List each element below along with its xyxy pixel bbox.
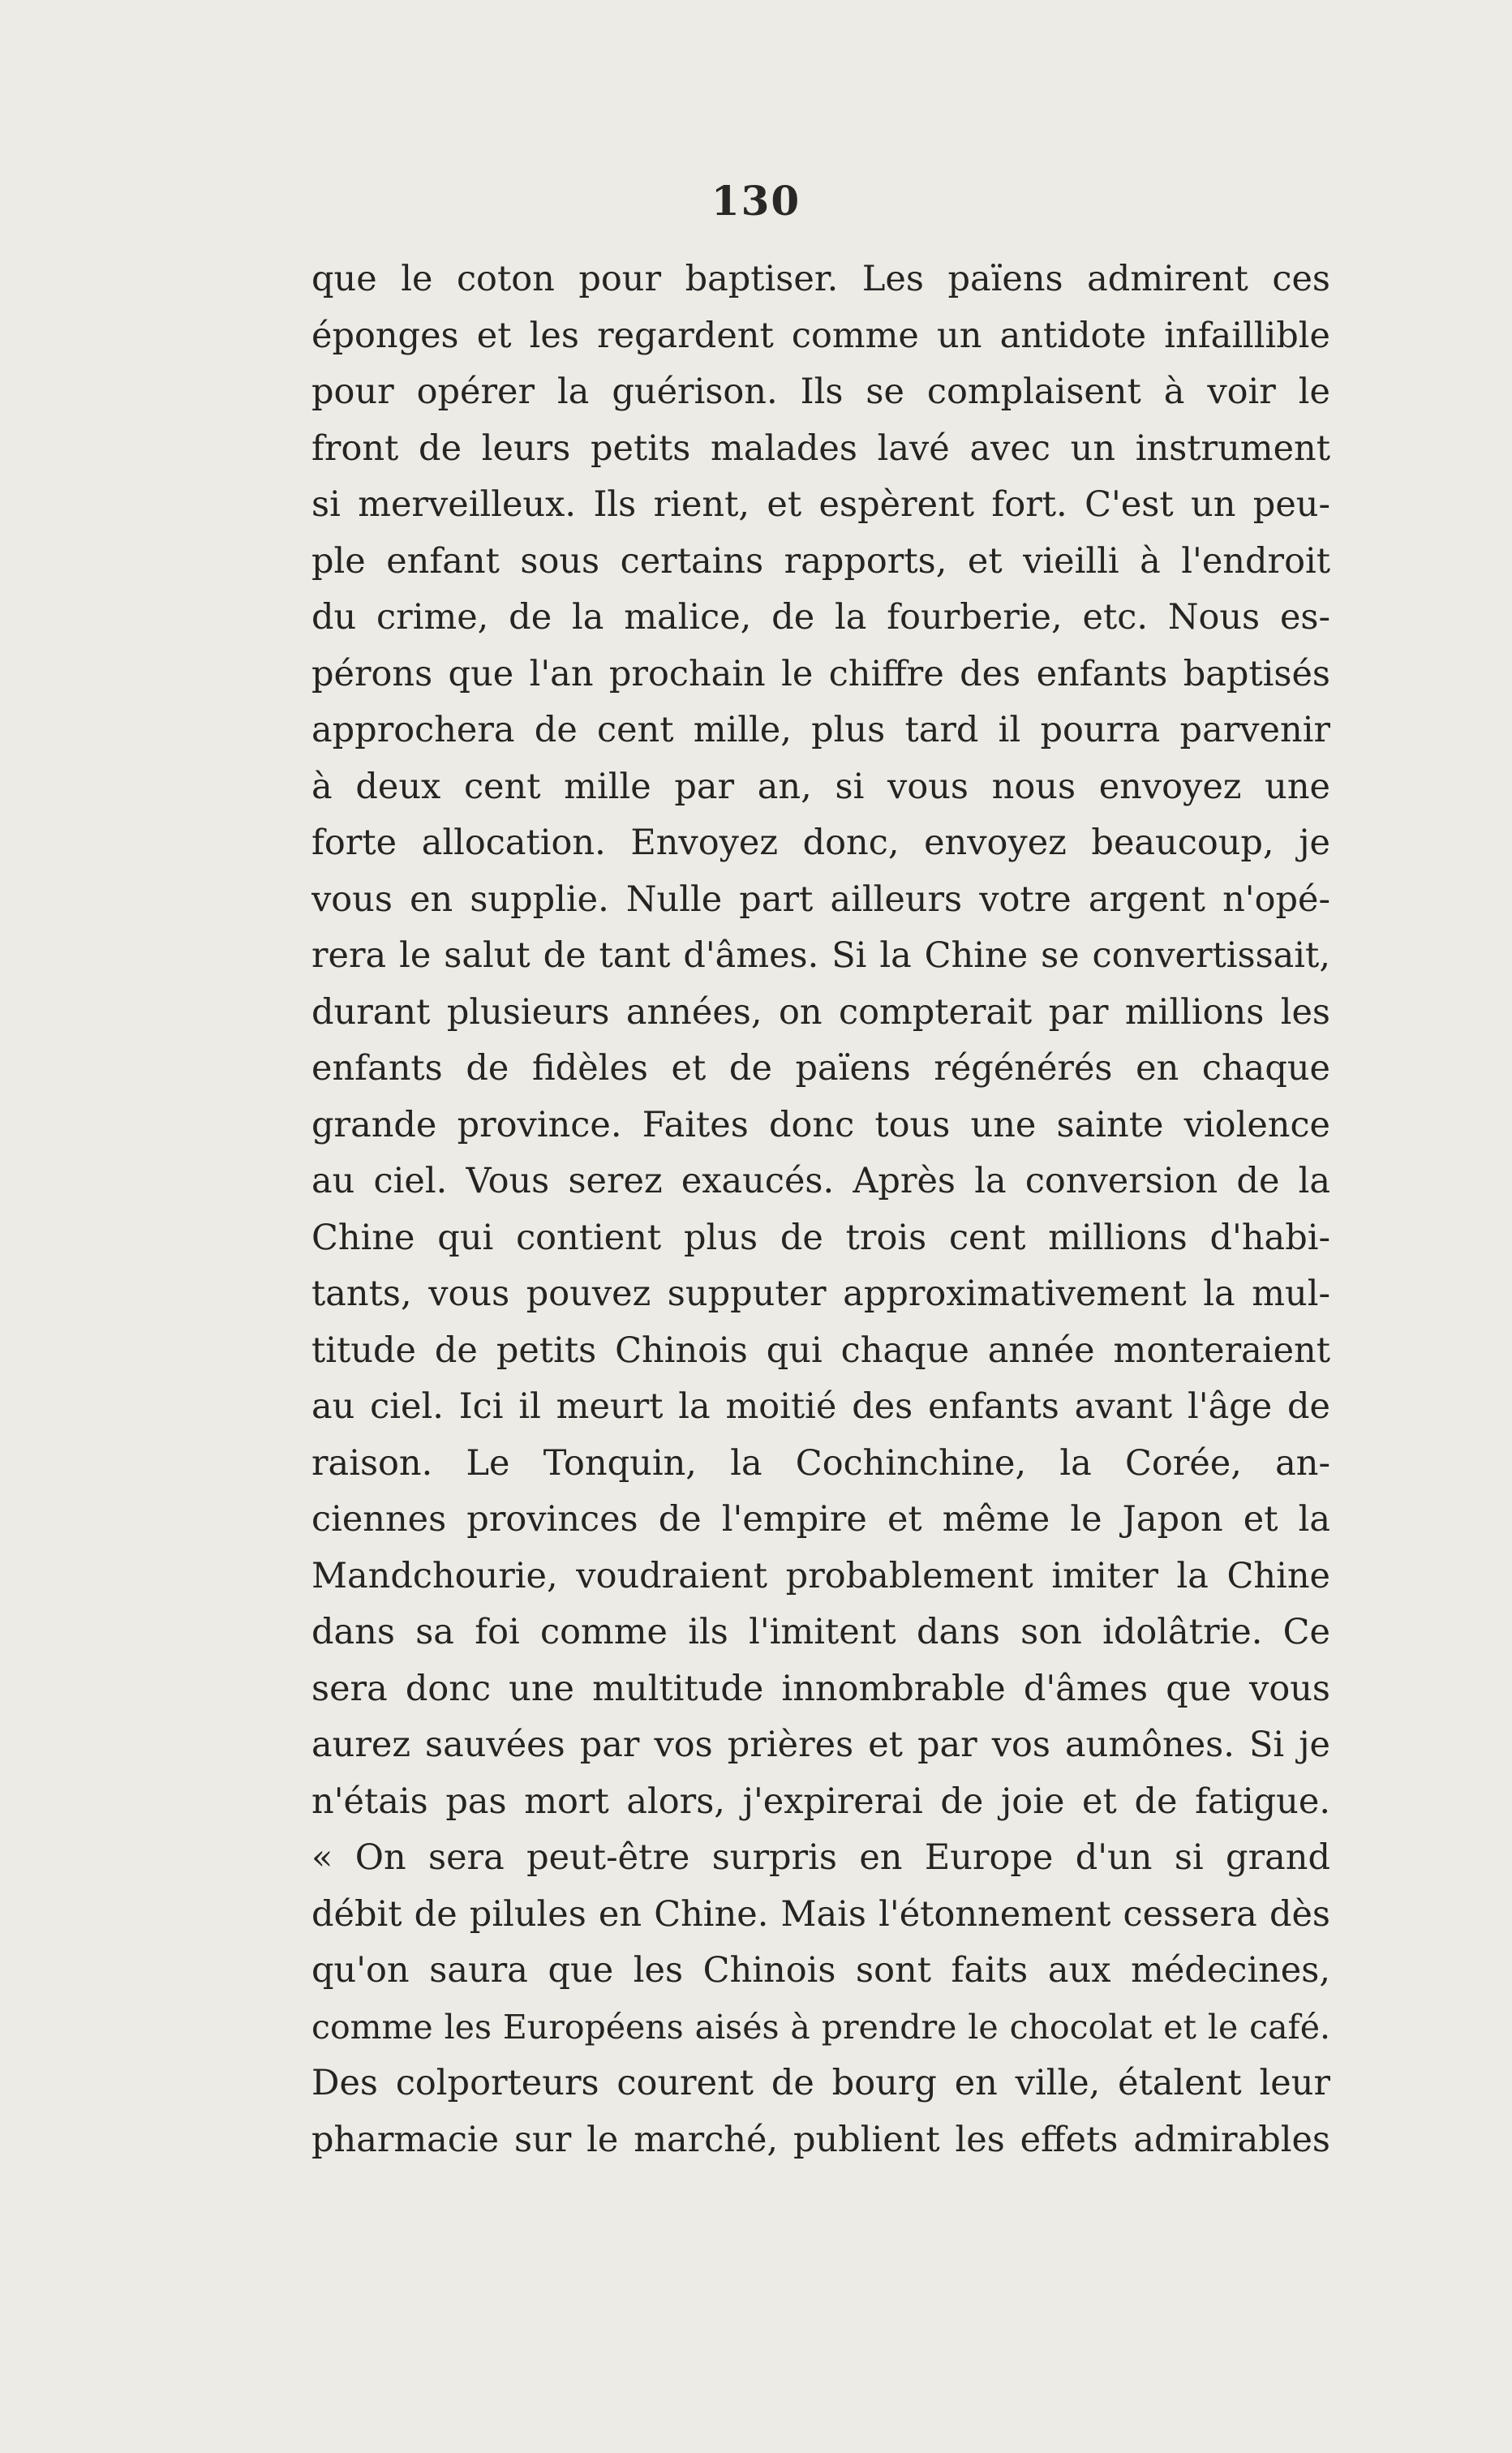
text-line: Chine qui contient plus de trois cent millions d'habi- bbox=[311, 1217, 1330, 1258]
text-line: pharmacie sur le marché, publient les effets admirables bbox=[311, 2119, 1330, 2160]
text-line: à deux cent mille par an, si vous nous envoyez une bbox=[311, 766, 1330, 807]
text-line: comme les Européens aisés à prendre le chocolat et le café. bbox=[311, 2007, 1330, 2047]
text-line: du crime, de la malice, de la fourberie, etc. Nous es- bbox=[311, 597, 1330, 638]
text-line: enfants de fidèles et de païens régénérés en chaque bbox=[311, 1048, 1330, 1089]
text-line: front de leurs petits malades lavé avec un instrument bbox=[311, 427, 1330, 469]
text-line: débit de pilules en Chine. Mais l'étonnement cessera dès bbox=[311, 1893, 1330, 1935]
text-line: vous en supplie. Nulle part ailleurs votre argent n'opé- bbox=[311, 879, 1330, 920]
text-line: au ciel. Vous serez exaucés. Après la conversion de la bbox=[311, 1161, 1330, 1201]
text-line: tants, vous pouvez supputer approximativement la mul- bbox=[311, 1274, 1330, 1314]
text-line: que le coton pour baptiser. Les païens admirent ces bbox=[311, 259, 1330, 299]
text-line: aurez sauvées par vos prières et par vos aumônes. Si je bbox=[311, 1725, 1330, 1765]
text-line: n'étais pas mort alors, j'expirerai de joie et de fatigue. bbox=[311, 1781, 1330, 1822]
text-line: approchera de cent mille, plus tard il pourra parvenir bbox=[311, 710, 1330, 750]
text-line: titude de petits Chinois qui chaque année monteraient bbox=[311, 1330, 1330, 1371]
text-line: raison. Le Tonquin, la Cochinchine, la Corée, an- bbox=[311, 1442, 1330, 1484]
text-line: Mandchourie, voudraient probablement imiter la Chine bbox=[311, 1555, 1330, 1596]
page-number: 130 bbox=[711, 177, 801, 225]
text-line: durant plusieurs années, on compterait par millions les bbox=[311, 991, 1330, 1033]
text-line: sera donc une multitude innombrable d'âmes que vous bbox=[311, 1668, 1330, 1709]
text-line: éponges et les regardent comme un antidote infaillible bbox=[311, 315, 1330, 356]
text-line: Des colporteurs courent de bourg en ville, étalent leur bbox=[311, 2063, 1330, 2103]
text-line: dans sa foi comme ils l'imitent dans son idolâtrie. Ce bbox=[311, 1612, 1330, 1652]
text-line: grande province. Faites donc tous une sainte violence bbox=[311, 1104, 1330, 1145]
body-text bbox=[311, 251, 1330, 2168]
text-line: ple enfant sous certains rapports, et vieilli à l'endroit bbox=[311, 540, 1330, 582]
text-line: qu'on saura que les Chinois sont faits aux médecines, bbox=[311, 1950, 1330, 1991]
text-line: au ciel. Ici il meurt la moitié des enfants avant l'âge de bbox=[311, 1386, 1330, 1427]
text-line: si merveilleux. Ils rient, et espèrent fort. C'est un peu- bbox=[311, 484, 1330, 525]
text-line: rera le salut de tant d'âmes. Si la Chine se convertissait, bbox=[311, 935, 1330, 976]
text-line: « On sera peut-être surpris en Europe d'un si grand bbox=[311, 1837, 1330, 1878]
text-line: pour opérer la guérison. Ils se complaisent à voir le bbox=[311, 372, 1330, 412]
text-line: pérons que l'an prochain le chiffre des enfants baptisés bbox=[311, 653, 1330, 694]
text-line: ciennes provinces de l'empire et même le Japon et la bbox=[311, 1499, 1330, 1540]
text-line: forte allocation. Envoyez donc, envoyez beaucoup, je bbox=[311, 823, 1330, 863]
